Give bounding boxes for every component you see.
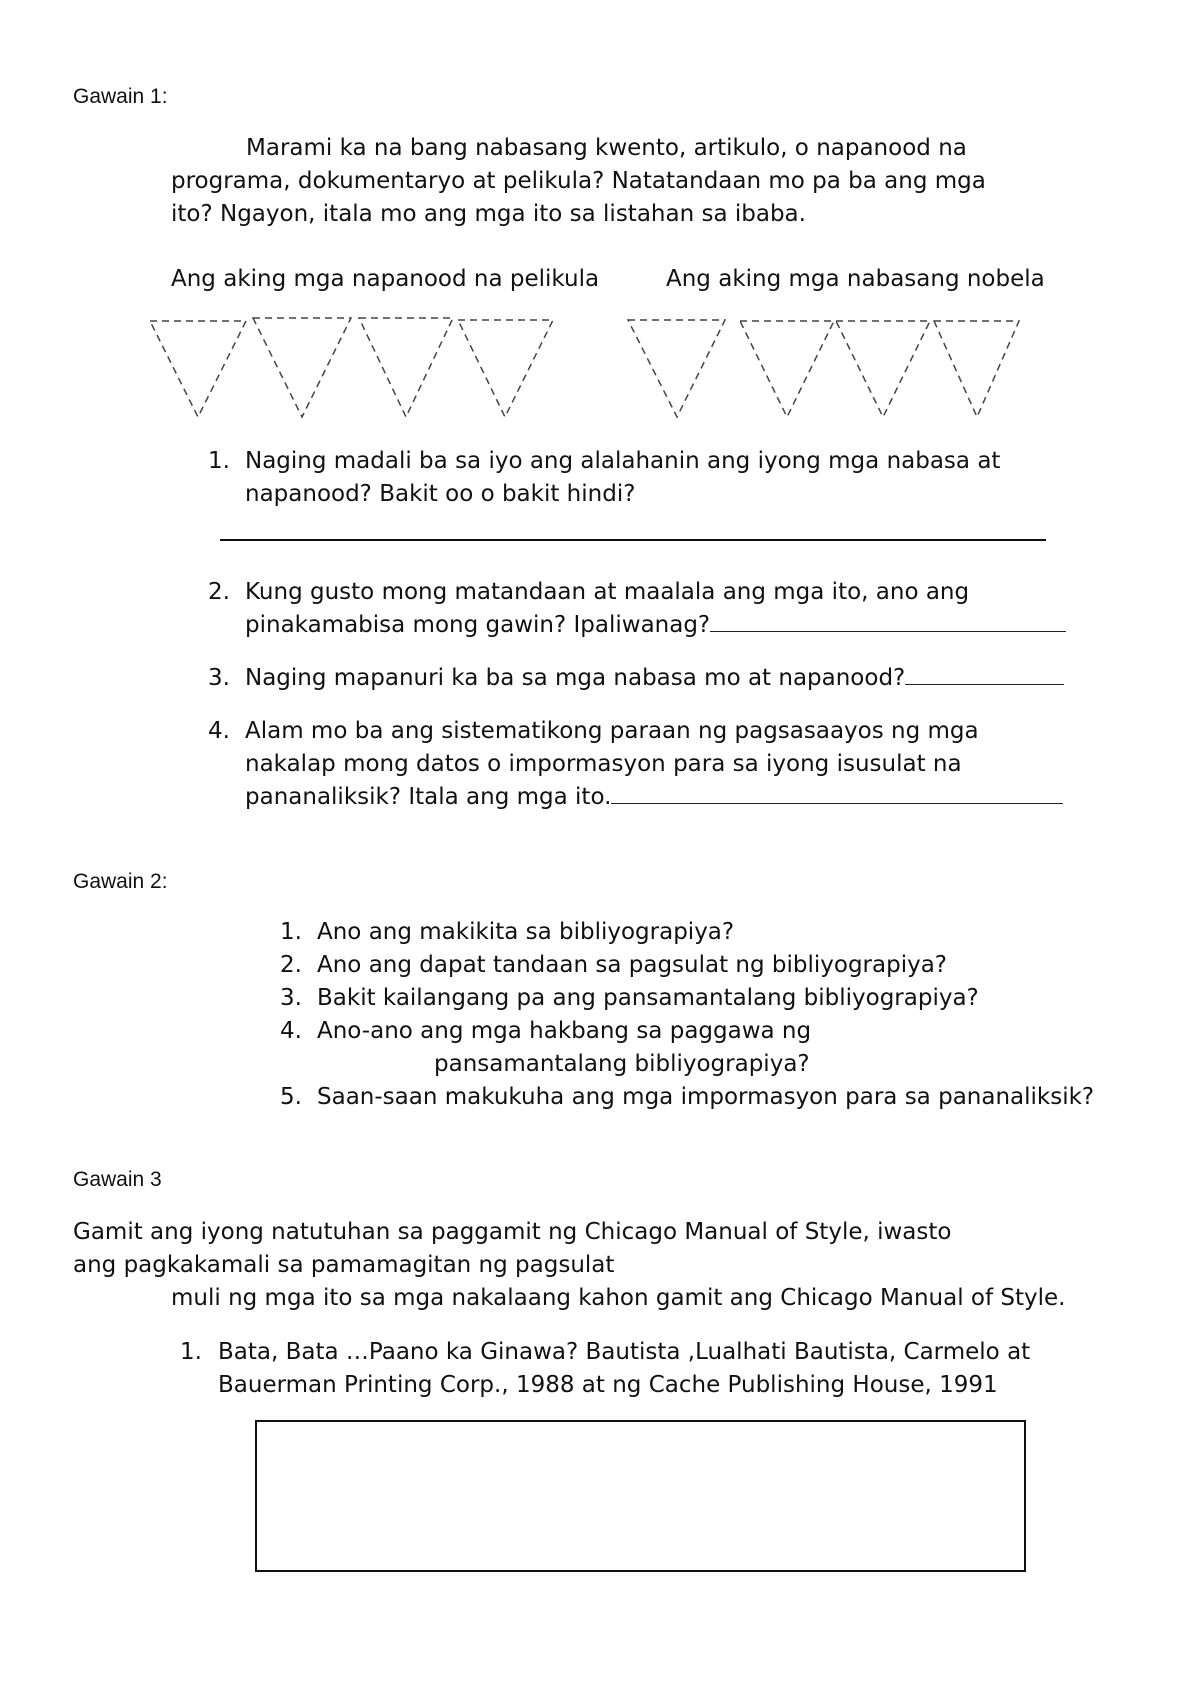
question-3-line-1-text: Naging mapanuri ka ba sa mga nabasa mo at napanood?: [245, 665, 906, 691]
gawain3-intro-line-1: Gamit ang iyong natutuhan sa paggamit ng Chicago Manual of Style, iwasto: [73, 1219, 952, 1245]
gawain3-item-1-line-2: Bauerman Printing Corp., 1988 at ng Cache Publishing House, 1991: [218, 1372, 998, 1398]
gawain3-intro-line-2: ang pagkakamali sa pamamagitan ng pagsulat: [73, 1252, 615, 1278]
question-3-line-1: [245, 662, 1064, 695]
question-4-line-3-text: pananaliksik? Itala ang mga ito.: [245, 784, 612, 810]
answer-line-1[interactable]: [220, 539, 1046, 541]
question-1-line-1: Naging madali ba sa iyo ang alalahanin ang iyong mga nabasa at: [245, 448, 1001, 474]
answer-blank-3[interactable]: [905, 662, 1064, 685]
column-label-movies: Ang aking mga napanood na pelikula: [171, 266, 600, 292]
gawain1-intro-line-3: ito? Ngayon, itala mo ang mga ito sa listahan sa ibaba.: [171, 201, 806, 227]
gawain2-number-2: 2.: [280, 952, 302, 978]
triangle-shape: [740, 321, 834, 417]
question-4-line-2: nakalap mong datos o impormasyon para sa iyong isusulat na: [245, 751, 962, 777]
triangle-shape: [150, 321, 246, 417]
answer-blank-2[interactable]: [710, 609, 1066, 632]
question-2-line-2: [245, 609, 1066, 642]
gawain2-item-3: Bakit kailangang pa ang pansamantalang bibliyograpiya?: [317, 985, 979, 1011]
triangle-shape: [253, 318, 351, 417]
question-number-2: 2.: [208, 579, 230, 605]
gawain2-item-4-continued: pansamantalang bibliyograpiya?: [434, 1051, 810, 1077]
triangle-shape: [836, 321, 930, 417]
question-4-line-1: Alam mo ba ang sistematikong paraan ng pagsasaayos ng mga: [245, 718, 979, 744]
question-1-line-2: napanood? Bakit oo o bakit hindi?: [245, 481, 636, 507]
triangle-shape: [458, 320, 553, 417]
gawain2-item-1: Ano ang makikita sa bibliyograpiya?: [317, 919, 735, 945]
question-2-line-1: Kung gusto mong matandaan at maalala ang mga ito, ano ang: [245, 579, 970, 605]
gawain2-heading: Gawain 2:: [73, 870, 168, 893]
gawain2-number-4: 4.: [280, 1018, 302, 1044]
gawain3-item-1-line-1: Bata, Bata …Paano ka Ginawa? Bautista ,Lualhati Bautista, Carmelo at: [218, 1339, 1031, 1365]
gawain1-intro-line-2: programa, dokumentaryo at pelikula? Natatandaan mo pa ba ang mga: [171, 168, 986, 194]
question-2-line-2-text: pinakamabisa mong gawin? Ipaliwanag?: [245, 612, 711, 638]
question-number-4: 4.: [208, 718, 230, 744]
answer-box[interactable]: [255, 1420, 1026, 1572]
triangle-list-shapes: [0, 0, 1200, 430]
column-label-novels: Ang aking mga nabasang nobela: [666, 266, 1045, 292]
gawain1-heading: Gawain 1:: [73, 85, 168, 108]
gawain3-intro-line-3: muli ng mga ito sa mga nakalaang kahon gamit ang Chicago Manual of Style.: [171, 1285, 1066, 1311]
answer-blank-4[interactable]: [611, 781, 1063, 804]
gawain3-heading: Gawain 3: [73, 1168, 162, 1191]
gawain2-item-2: Ano ang dapat tandaan sa pagsulat ng bibliyograpiya?: [317, 952, 948, 978]
question-number-1: 1.: [208, 448, 230, 474]
gawain2-number-1: 1.: [280, 919, 302, 945]
gawain2-number-5: 5.: [280, 1084, 302, 1110]
gawain2-item-5: Saan-saan makukuha ang mga impormasyon para sa pananaliksik?: [317, 1084, 1095, 1110]
gawain1-intro-line-1: Marami ka na bang nabasang kwento, artikulo, o napanood na: [246, 135, 967, 161]
gawain3-item-number-1: 1.: [180, 1339, 202, 1365]
triangle-shape: [628, 320, 725, 417]
triangle-shape: [934, 321, 1019, 417]
gawain2-item-4: Ano-ano ang mga hakbang sa paggawa ng: [317, 1018, 812, 1044]
gawain2-number-3: 3.: [280, 985, 302, 1011]
question-4-line-3: [245, 781, 1063, 814]
question-number-3: 3.: [208, 665, 230, 691]
triangle-shape: [359, 318, 453, 417]
